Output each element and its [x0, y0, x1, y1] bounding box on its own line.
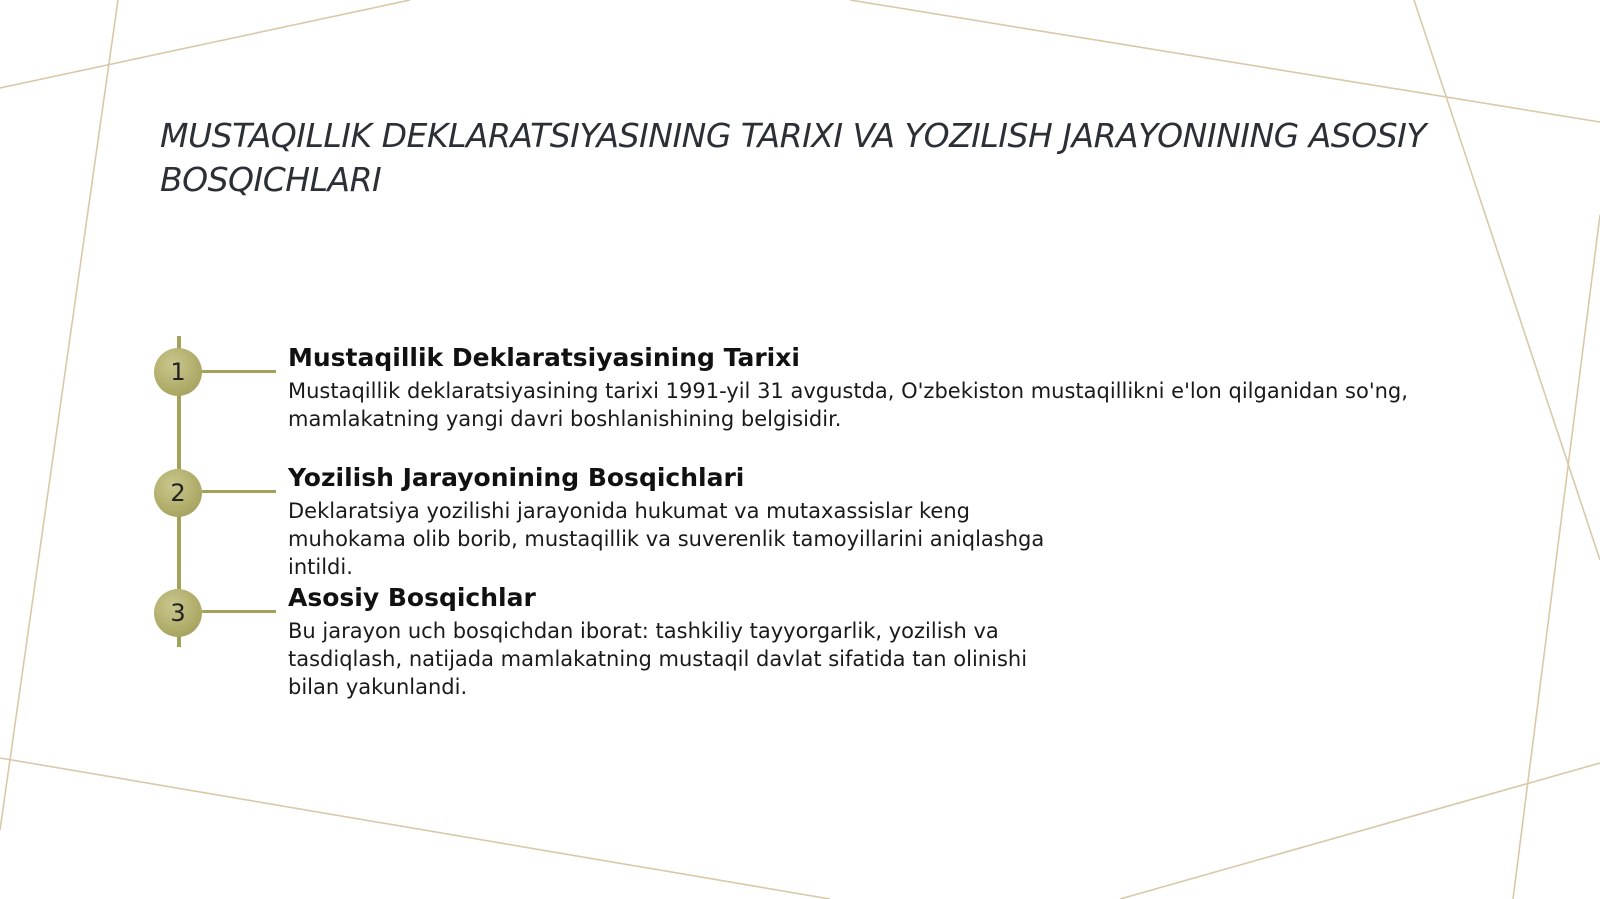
step-2-text: Deklaratsiya yozilishi jarayonida hukumat va mutaxassislar keng muhokama olib borib, mustaqillik va suverenlik tamoyillarini aniqlashga intildi.: [288, 499, 1045, 579]
step-1-heading: Mustaqillik Deklaratsiyasining Tarixi: [288, 343, 800, 372]
slide-title: MUSTAQILLIK DEKLARATSIYASINING TARIXI VA YOZILISH JARAYONINING ASOSIY BOSQICHLARI: [160, 116, 1427, 199]
step-1-connector: [202, 370, 276, 373]
step-1-text: Mustaqillik deklaratsiyasining tarixi 1991-yil 31 avgustda, O'zbekiston mustaqillikni e'lon qilganidan so'ng, mamlakatning yangi davri boshlanishining belgisidir.: [288, 379, 1408, 431]
step-3-connector: [202, 610, 276, 613]
step-1-number-marker: 1: [154, 348, 202, 396]
step-3-number-marker: 3: [154, 589, 202, 637]
step-2-connector: [202, 490, 276, 493]
step-3-heading: Asosiy Bosqichlar: [288, 583, 536, 612]
step-3-text: Bu jarayon uch bosqichdan iborat: tashkiliy tayyorgarlik, yozilish va tasdiqlash, natijada mamlakatning mustaqil davlat sifatida tan olinishi bilan yakunlandi.: [288, 619, 1028, 699]
step-2-number-marker: 2: [154, 469, 202, 517]
step-2-heading: Yozilish Jarayonining Bosqichlari: [288, 463, 745, 492]
